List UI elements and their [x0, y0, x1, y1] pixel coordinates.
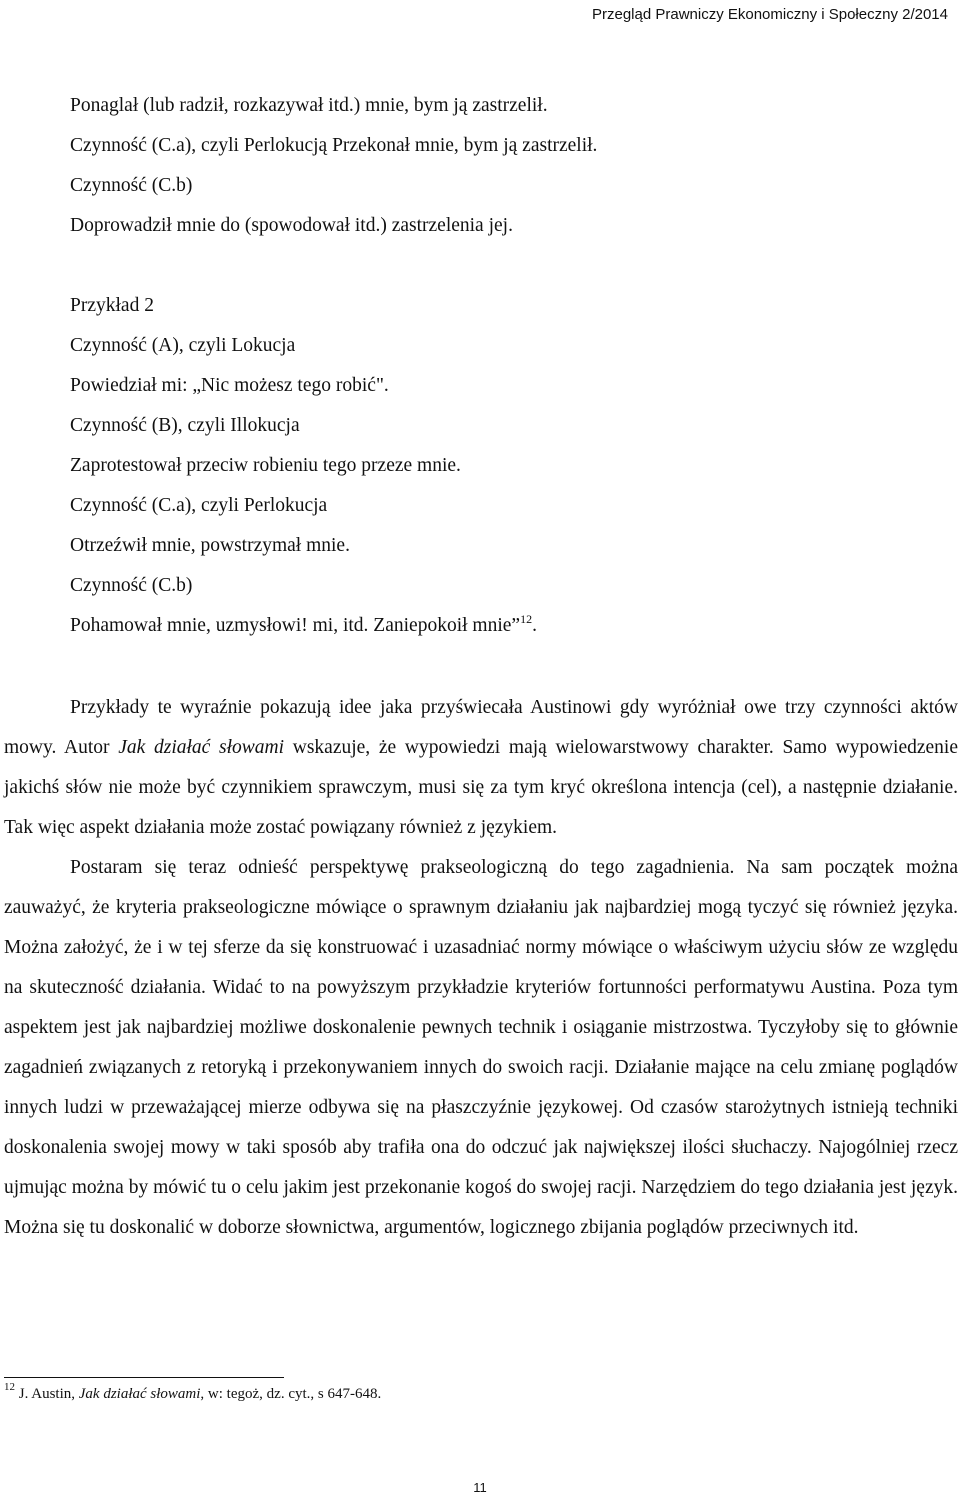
book-title: Jak działać słowami [118, 737, 285, 758]
footnote-divider [4, 1377, 284, 1378]
example2-line8-end: . [532, 615, 537, 636]
example2-line6: Otrzeźwił mnie, powstrzymał mnie. [70, 535, 350, 556]
example1-line4: Doprowadził mnie do (spowodował itd.) zastrzelenia jej. [70, 215, 513, 236]
footnote-ref: 12 [520, 612, 533, 626]
paragraph-1-part1: Przykłady te wyraźnie pokazują idee jaka przyświecała Austinowi gdy wyróżniał owe trzy czynności aktów mowy. Autor [4, 697, 958, 758]
example2-line5: Czynność (C.a), czyli Perlokucja [70, 495, 328, 516]
example2-line4: Zaprotestował przeciw robieniu tego przeze mnie. [70, 455, 461, 476]
example1-line3: Czynność (C.b) [70, 175, 193, 196]
footnote-number: 12 [4, 1381, 15, 1393]
footnote-author: J. Austin, [15, 1386, 79, 1402]
paragraph-1-part2: wskazuje, że wypowiedzi mają wielowarstwowy charakter. Samo wypowiedzenie jakichś słów nie może być czynnikiem sprawczym, musi się za tym kryć określona intencja (cel), a następnie działanie. Tak więc aspekt działania może zostać powiązany również z językiem. [4, 737, 958, 838]
example2-line3: Czynność (B), czyli Illokucja [70, 415, 300, 436]
footnote-rest: , w: tegoż, dz. cyt., s 647-648. [200, 1386, 382, 1402]
examples-block [70, 86, 597, 646]
running-header: Przegląd Prawniczy Ekonomiczny i Społeczny 2/2014 [591, 6, 948, 23]
example1-line1: Ponaglał (lub radził, rozkazywał itd.) mnie, bym ją zastrzelił. [70, 95, 548, 116]
paragraph-2: Postaram się teraz odnieść perspektywę prakseologiczną do tego zagadnienia. Na sam początek można zauważyć, że kryteria prakseologiczne mówiące o sprawnym działaniu jak najbardziej mogą tyczyć się również języka. Można założyć, że i w tej sferze da się konstruować i uzasadniać normy mówiące o właściwym użyciu słów ze względu na skuteczność działania. Widać to na powyższym przykładzie kryteriów fortunności performatywu Austina. Poza tym aspektem jest jak najbardziej możliwe doskonalenie pewnych technik i osiąganie mistrzostwa. Tyczyłoby się to głównie zagadnień związanych z retoryką i przekonywaniem innych do swoich racji. Działanie mające na celu zmianę poglądów innych ludzi w przeważającej mierze odbywa się na płaszczyźnie językowej. Od czasów starożytnych istnieją techniki doskonalenia swojej mowy w taki sposób aby trafiła ona do odczuć jak największej ilości słuchaczy. Najogólniej rzecz ujmując można by mówić tu o celu jakim jest przekonanie kogoś do swojej racji. Narzędziem do tego działania jest język. Można się tu doskonalić w doborze słownictwa, argumentów, logicznego zbijania poglądów przeciwnych itd. [4, 857, 958, 1238]
example1-line2: Czynność (C.a), czyli Perlokucją Przekonał mnie, bym ją zastrzelił. [70, 135, 598, 156]
example2-line2: Powiedział mi: „Nic możesz tego robić". [70, 375, 389, 396]
example2-line1: Czynność (A), czyli Lokucja [70, 335, 296, 356]
spacer [70, 246, 597, 286]
example2-line7: Czynność (C.b) [70, 575, 193, 596]
example2-title: Przykład 2 [70, 295, 154, 316]
example2-line8-text: Pohamował mnie, uzmysłowi! mi, itd. Zaniepokoił mnie” [70, 615, 521, 636]
example2-line8 [70, 606, 597, 646]
body-text [4, 688, 958, 1248]
footnote [4, 1381, 382, 1404]
page-number: 11 [473, 1480, 487, 1495]
paragraph-1 [4, 688, 958, 848]
footnote-title: Jak działać słowami [78, 1386, 201, 1402]
